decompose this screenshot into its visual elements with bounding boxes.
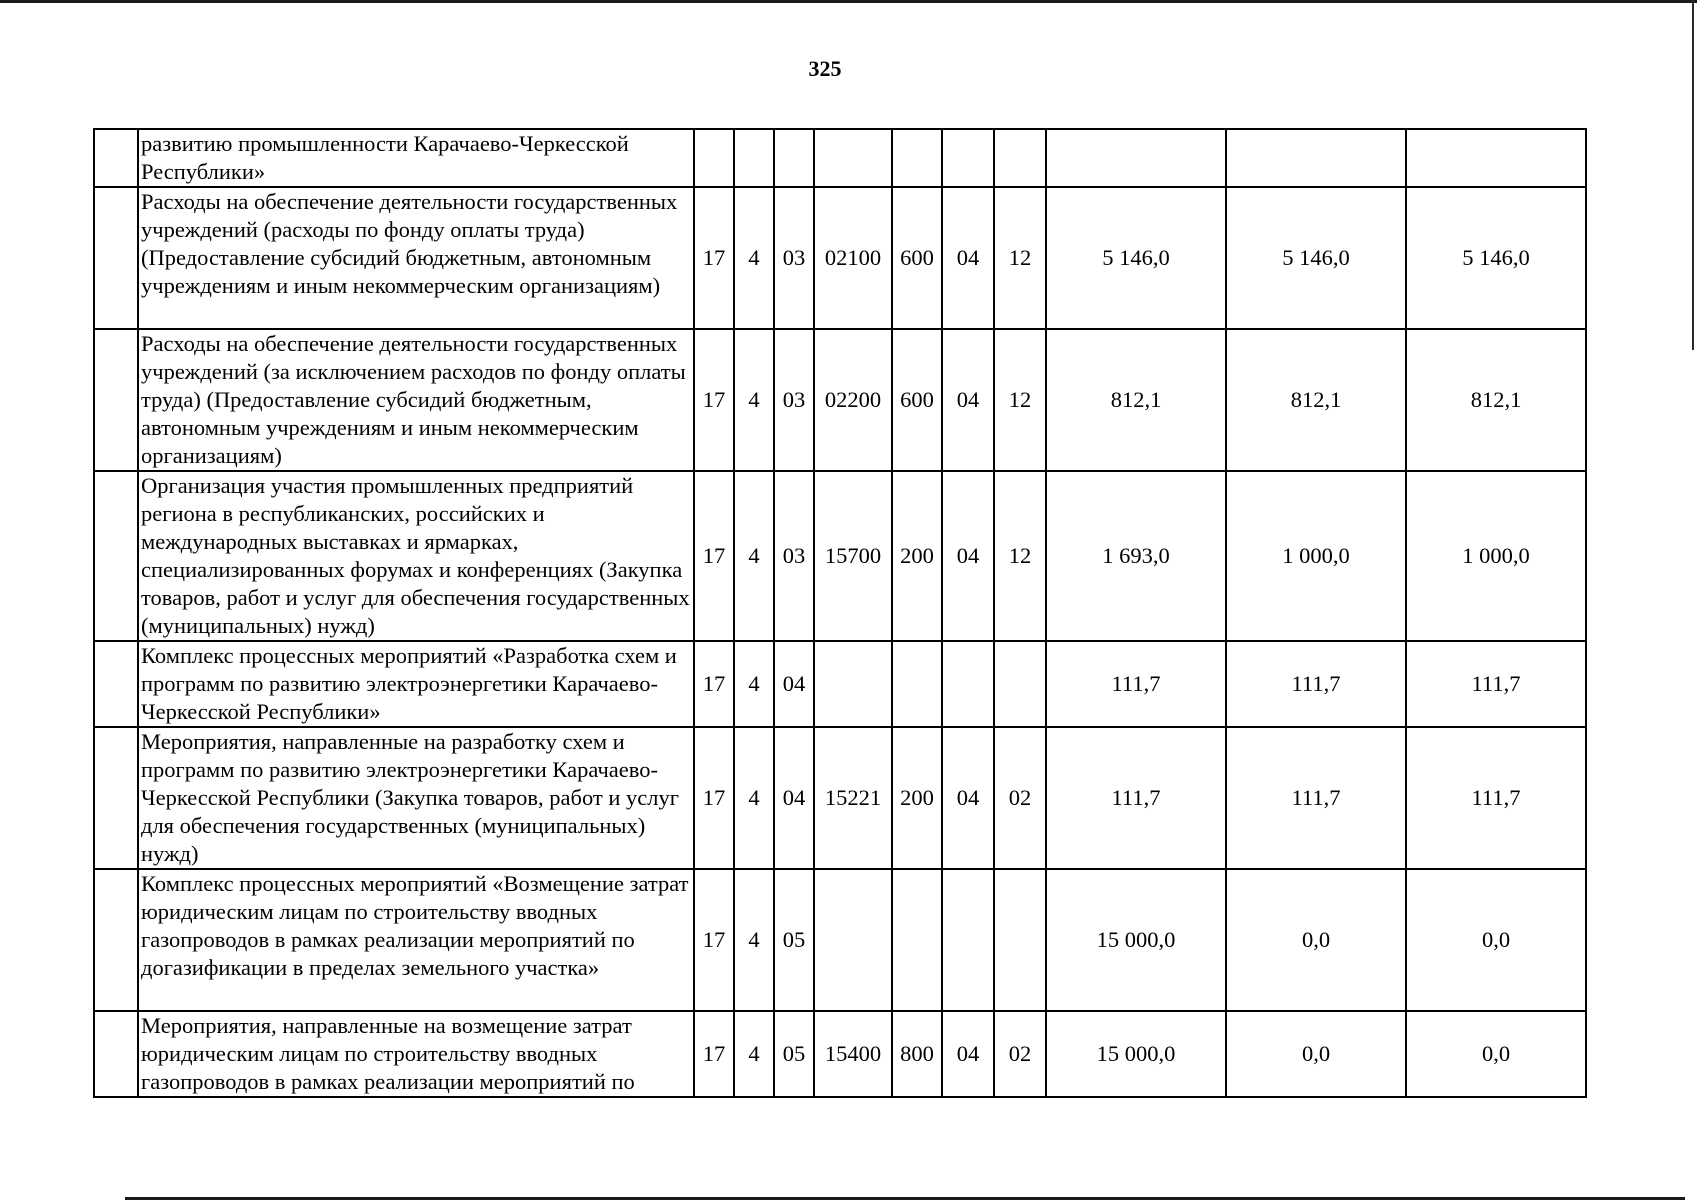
amount-cell-2: 0,0 (1226, 869, 1406, 1011)
expense-name-cell: Организация участия промышленных предприятий региона в республиканских, российских и международных выставках и ярмарках, специализированных форумах и конференциях (Закупка товаров, работ и услуг для обеспечения государственных (муниципальных) нужд) (138, 471, 694, 641)
amount-cell-1: 812,1 (1046, 329, 1226, 471)
code-complex-cell: 05 (774, 1011, 814, 1097)
table-row (94, 129, 1586, 187)
page-number: 325 (808, 56, 842, 81)
row-number-cell (94, 869, 138, 1011)
code-direction-cell: 02200 (814, 329, 892, 471)
expense-name-cell: развитию промышленности Карачаево-Черкесской Республики» (138, 129, 694, 187)
code-direction-cell (814, 129, 892, 187)
code-expense-type-cell: 200 (892, 471, 942, 641)
row-number-cell (94, 641, 138, 727)
amount-cell-1: 5 146,0 (1046, 187, 1226, 329)
code-complex-cell: 04 (774, 727, 814, 869)
amount-cell-3 (1406, 129, 1586, 187)
code-direction-cell (814, 869, 892, 1011)
code-expense-type-cell: 600 (892, 329, 942, 471)
code-expense-type-cell (892, 129, 942, 187)
row-number-cell (94, 727, 138, 869)
expense-name-cell: Мероприятия, направленные на возмещение затрат юридическим лицам по строительству вводных газопроводов в рамках реализации мероприятий по (138, 1011, 694, 1097)
code-subsection-cell (994, 641, 1046, 727)
row-number-cell (94, 471, 138, 641)
table-row (94, 641, 1586, 727)
code-type-cell: 4 (734, 641, 774, 727)
row-number-cell (94, 187, 138, 329)
code-type-cell: 4 (734, 187, 774, 329)
amount-cell-1: 111,7 (1046, 641, 1226, 727)
amount-cell-3: 5 146,0 (1406, 187, 1586, 329)
code-expense-type-cell: 600 (892, 187, 942, 329)
amount-cell-2: 812,1 (1226, 329, 1406, 471)
amount-cell-3: 111,7 (1406, 641, 1586, 727)
code-section-cell: 04 (942, 471, 994, 641)
budget-table (93, 128, 1587, 1098)
code-subsection-cell: 02 (994, 727, 1046, 869)
code-section-cell (942, 641, 994, 727)
code-section-cell: 04 (942, 727, 994, 869)
row-number-cell (94, 1011, 138, 1097)
code-subsection-cell: 12 (994, 187, 1046, 329)
code-subsection-cell (994, 869, 1046, 1011)
table-row (94, 187, 1586, 329)
code-direction-cell: 15700 (814, 471, 892, 641)
scan-border-top (0, 0, 1697, 3)
amount-cell-1: 111,7 (1046, 727, 1226, 869)
code-subsection-cell (994, 129, 1046, 187)
code-ministry-cell: 17 (694, 869, 734, 1011)
expense-name-cell: Комплекс процессных мероприятий «Возмещение затрат юридическим лицам по строительству вводных газопроводов в рамках реализации мероприятий по догазификации в пределах земельного участка» (138, 869, 694, 1011)
code-subsection-cell: 12 (994, 329, 1046, 471)
code-subsection-cell: 12 (994, 471, 1046, 641)
expense-name-cell: Мероприятия, направленные на разработку схем и программ по развитию электроэнергетики Карачаево-Черкесской Республики (Закупка товаров, работ и услуг для обеспечения государственных (муниципальных) нужд) (138, 727, 694, 869)
code-expense-type-cell: 200 (892, 727, 942, 869)
scan-border-right (1692, 0, 1694, 350)
amount-cell-3: 1 000,0 (1406, 471, 1586, 641)
code-section-cell (942, 869, 994, 1011)
code-direction-cell (814, 641, 892, 727)
code-ministry-cell: 17 (694, 187, 734, 329)
amount-cell-2: 111,7 (1226, 727, 1406, 869)
code-ministry-cell: 17 (694, 329, 734, 471)
amount-cell-1: 1 693,0 (1046, 471, 1226, 641)
table-row (94, 329, 1586, 471)
code-section-cell (942, 129, 994, 187)
code-type-cell: 4 (734, 1011, 774, 1097)
code-complex-cell: 03 (774, 187, 814, 329)
code-type-cell: 4 (734, 869, 774, 1011)
code-type-cell: 4 (734, 727, 774, 869)
code-complex-cell: 03 (774, 329, 814, 471)
code-section-cell: 04 (942, 1011, 994, 1097)
row-number-cell (94, 329, 138, 471)
code-direction-cell: 02100 (814, 187, 892, 329)
code-expense-type-cell (892, 869, 942, 1011)
code-complex-cell (774, 129, 814, 187)
code-type-cell: 4 (734, 329, 774, 471)
code-section-cell: 04 (942, 187, 994, 329)
expense-name-cell: Комплекс процессных мероприятий «Разработка схем и программ по развитию электроэнергетики Карачаево-Черкесской Республики» (138, 641, 694, 727)
table-row (94, 1011, 1586, 1097)
table-row (94, 727, 1586, 869)
amount-cell-3: 812,1 (1406, 329, 1586, 471)
amount-cell-2: 0,0 (1226, 1011, 1406, 1097)
amount-cell-3: 111,7 (1406, 727, 1586, 869)
code-type-cell: 4 (734, 471, 774, 641)
code-complex-cell: 05 (774, 869, 814, 1011)
amount-cell-2 (1226, 129, 1406, 187)
code-ministry-cell: 17 (694, 727, 734, 869)
amount-cell-2: 5 146,0 (1226, 187, 1406, 329)
code-type-cell (734, 129, 774, 187)
amount-cell-1 (1046, 129, 1226, 187)
amount-cell-2: 111,7 (1226, 641, 1406, 727)
table-row (94, 869, 1586, 1011)
code-ministry-cell: 17 (694, 1011, 734, 1097)
code-ministry-cell: 17 (694, 471, 734, 641)
code-complex-cell: 04 (774, 641, 814, 727)
code-expense-type-cell (892, 641, 942, 727)
amount-cell-1: 15 000,0 (1046, 869, 1226, 1011)
code-ministry-cell (694, 129, 734, 187)
code-direction-cell: 15400 (814, 1011, 892, 1097)
amount-cell-2: 1 000,0 (1226, 471, 1406, 641)
code-ministry-cell: 17 (694, 641, 734, 727)
code-complex-cell: 03 (774, 471, 814, 641)
code-expense-type-cell: 800 (892, 1011, 942, 1097)
amount-cell-3: 0,0 (1406, 1011, 1586, 1097)
code-direction-cell: 15221 (814, 727, 892, 869)
amount-cell-3: 0,0 (1406, 869, 1586, 1011)
code-subsection-cell: 02 (994, 1011, 1046, 1097)
code-section-cell: 04 (942, 329, 994, 471)
expense-name-cell: Расходы на обеспечение деятельности государственных учреждений (за исключением расходов по фонду оплаты труда) (Предоставление субсидий бюджетным, автономным учреждениям и иным некоммерческим организациям) (138, 329, 694, 471)
expense-name-cell: Расходы на обеспечение деятельности государственных учреждений (расходы по фонду оплаты труда) (Предоставление субсидий бюджетным, автономным учреждениям и иным некоммерческим организациям) (138, 187, 694, 329)
amount-cell-1: 15 000,0 (1046, 1011, 1226, 1097)
row-number-cell (94, 129, 138, 187)
table-row (94, 471, 1586, 641)
